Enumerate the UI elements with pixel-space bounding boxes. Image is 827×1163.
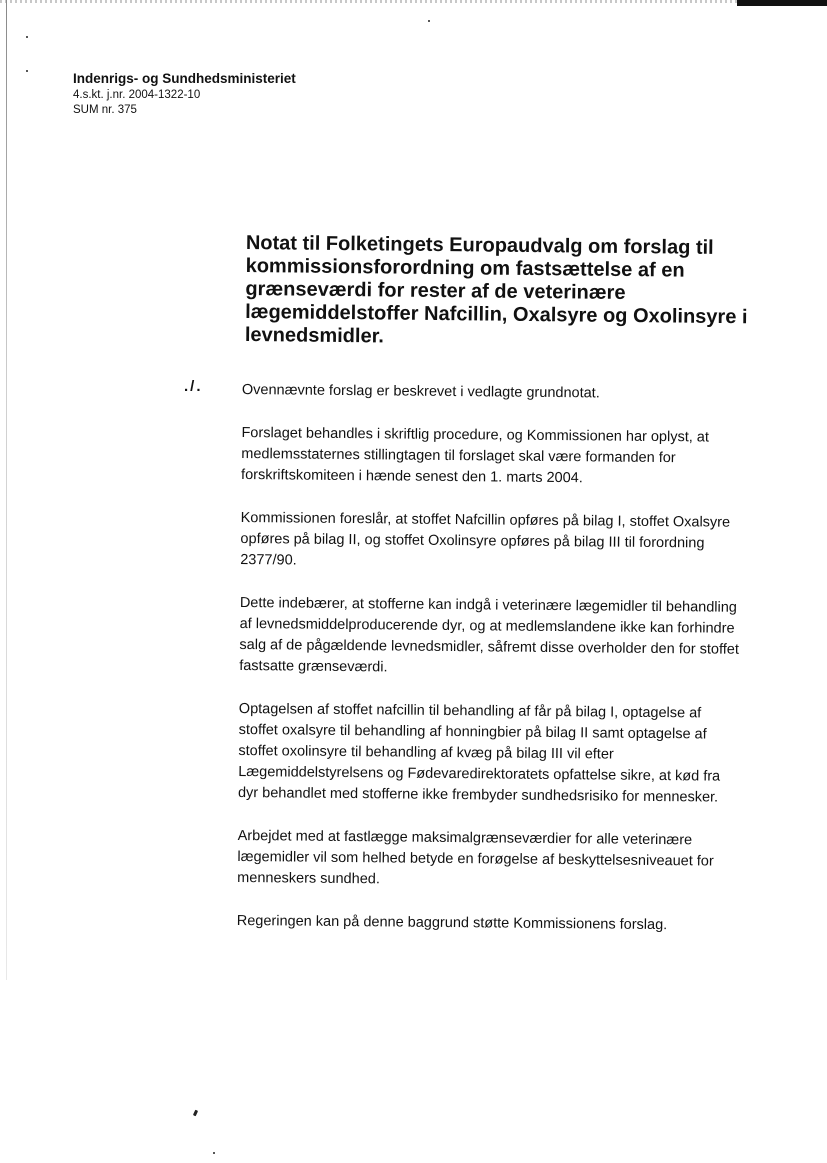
paragraph: Arbejdet med at fastlægge maksimalgrænseværdier for alle veterinære lægemidler vil som helhed betyde en forøgelse af beskyttelsesniveauet for menneskers sundhed. xyxy=(237,827,714,888)
document-body xyxy=(236,380,746,959)
paragraph: Optagelsen af stoffet nafcillin til behandling af får på bilag I, optagelse af stoffet oxalsyre til behandling af honningbier på bilag II samt optagelse af stoffet oxolinsyre til behandling af kvæg på bilag III vil efter Lægemiddelstyrelsens og Fødevaredirektoratets opfattelse sikre, at kød fra dyr behandlet med stofferne ikke frembyder sundhedsrisiko for mennesker. xyxy=(237,700,721,806)
document-title: Notat til Folketingets Europaudvalg om forslag til kommissionsforordning om fastsættelse af en grænseværdi for rester af de veterinære lægemiddelstoffer Nafcillin, Oxalsyre og Oxolinsyre i levnedsmidler. xyxy=(244,232,748,348)
scan-speck xyxy=(428,20,430,22)
scan-speck xyxy=(213,1152,215,1154)
paragraph: Forslaget behandles i skriftlig procedure, og Kommissionen har oplyst, at medlemsstaternes stillingtagen til forslaget skal være formanden for forskriftskomiteen i hænde senest den 1. marts 2004. xyxy=(241,424,710,487)
enclosure-mark: ./. xyxy=(184,378,203,395)
reference-number: 4.s.kt. j.nr. 2004-1322-10 xyxy=(73,89,201,101)
scan-edge-artifact xyxy=(0,0,827,3)
sum-number: SUM nr. 375 xyxy=(73,104,137,116)
scan-speck xyxy=(193,1110,198,1117)
sender-block xyxy=(73,70,296,118)
scan-speck xyxy=(26,36,28,38)
paragraph: Ovennævnte forslag er beskrevet i vedlagte grundnotat. xyxy=(241,381,600,402)
paragraph: Dette indebærer, at stofferne kan indgå i veterinære lægemidler til behandling af levnedsmiddelproducerende dyr, og at medlemslandene ikke kan forhindre salg af de pågældende levnedsmidler, såfremt disse overholder den for stoffet fastsatte grænseværdi. xyxy=(239,594,739,676)
ministry-name: Indenrigs- og Sundhedsministeriet xyxy=(73,71,296,86)
scan-corner-artifact xyxy=(737,0,827,6)
paragraph: Regeringen kan på denne baggrund støtte Kommissionens forslag. xyxy=(236,912,668,934)
scan-margin-line xyxy=(6,0,7,980)
paragraph: Kommissionen foreslår, at stoffet Nafcillin opføres på bilag I, stoffet Oxalsyre opføres på bilag II, og stoffet Oxolinsyre opføres på bilag III til forordning 2377/90. xyxy=(240,509,731,569)
scan-speck xyxy=(26,70,28,72)
